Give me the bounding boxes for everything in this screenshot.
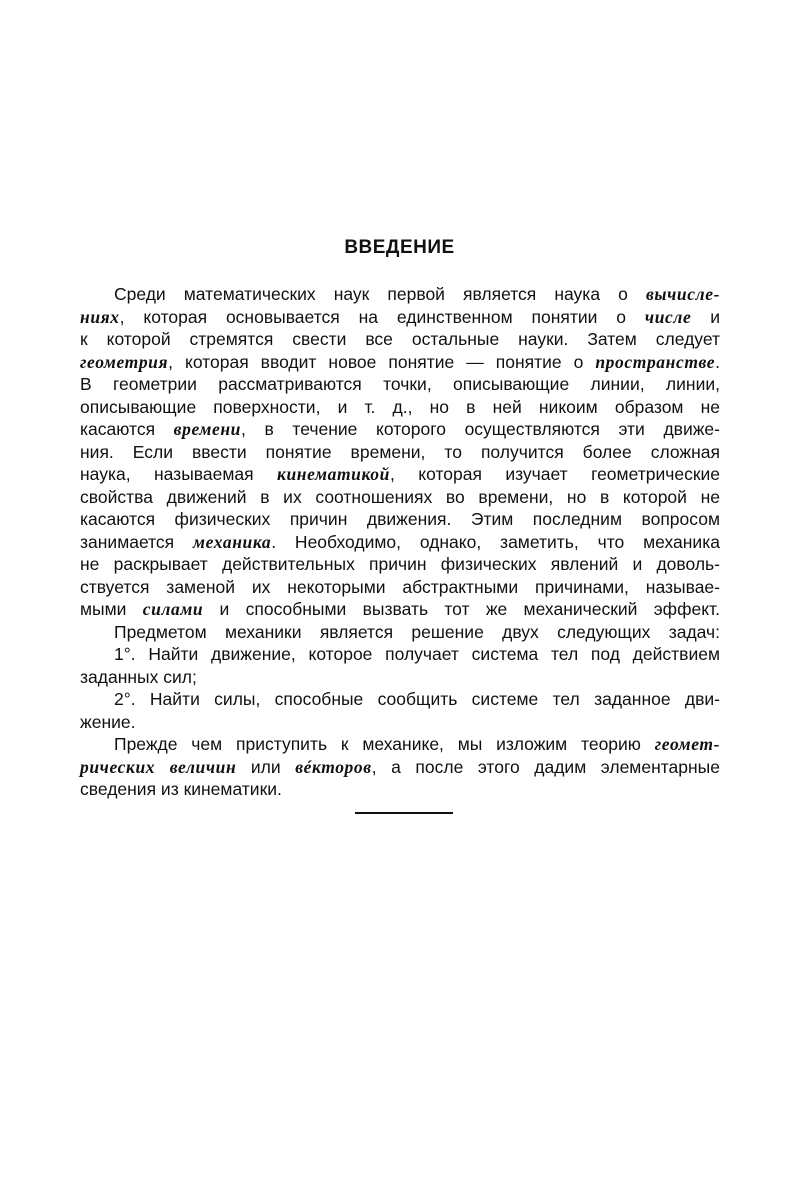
text-line: геометрия, которая вводит новое понятие — понятие о пространстве. (80, 351, 720, 372)
text-line: к которой стремятся свести все остальные науки. Затем следует (80, 329, 720, 349)
text-line: свойства движений в их соотношениях во времени, но в которой не (80, 486, 720, 507)
text-line: ствуется заменой их некоторыми абстрактными причинами, называе- (80, 576, 720, 597)
text-line: ния. Если ввести понятие времени, то получится более сложная (80, 441, 720, 462)
text-line: занимается механика. Необходимо, однако, заметить, что механика (80, 531, 720, 552)
section-divider (355, 812, 453, 814)
text-line: жение. (80, 711, 136, 732)
text-line: Среди математических наук первой является наука о вычисле- (114, 284, 720, 304)
text-line: Прежде чем приступить к механике, мы изложим теорию геомет- (114, 734, 720, 754)
text-line: сведения из кинематики. (80, 779, 282, 799)
text-line: рических величин или вéкторов, а после этого дадим элементарные (80, 756, 720, 777)
text-line: ниях, которая основывается на единственном понятии о числе и (80, 306, 721, 327)
text-line: касаются времени, в течение которого осуществляются эти движе- (80, 419, 720, 439)
text-line: 1°. Найти движение, которое получает система тел под действием (114, 644, 720, 664)
text-line: не раскрывает действительных причин физических явлений и доволь- (80, 554, 720, 574)
text-line: В геометрии рассматриваются точки, описывающие линии, линии, (80, 374, 720, 394)
text-line: 2°. Найти силы, способные сообщить системе тел заданное дви- (114, 689, 720, 709)
text-line: описывающие поверхности, и т. д., но в ней никоим образом не (80, 396, 720, 417)
text-line: касаются физических причин движения. Этим последним вопросом (80, 509, 720, 529)
body-text (80, 283, 720, 801)
text-line: Предметом механики является решение двух следующих задач: (114, 621, 720, 642)
text-line: наука, называемая кинематикой, которая изучает геометрические (80, 464, 721, 484)
text-line: заданных сил; (80, 666, 197, 687)
text-line: мыми силами и способными вызвать тот же механический эффект. (80, 599, 720, 619)
chapter-title: ВВЕДЕНИЕ (344, 237, 455, 258)
